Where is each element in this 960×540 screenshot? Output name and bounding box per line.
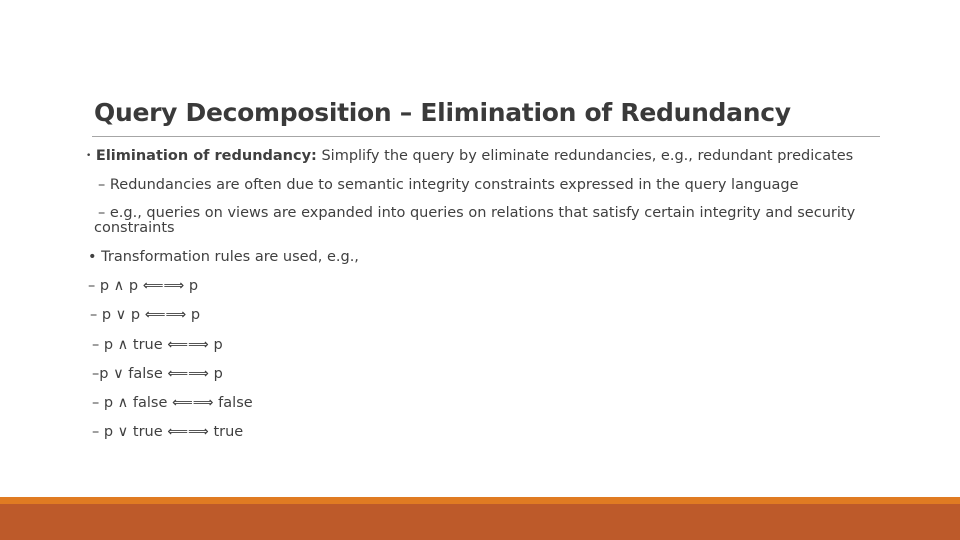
rule-and-true: – p ∧ true ⟸⟹ p: [92, 337, 223, 353]
title-divider: [92, 136, 880, 137]
footer-accent-line: [0, 497, 960, 504]
rule-or-idempotent: – p ∨ p ⟸⟹ p: [90, 307, 201, 323]
rule-and-false: – p ∧ false ⟸⟹ false: [92, 395, 253, 411]
bullet-elimination: [86, 148, 853, 164]
sub-bullet-views: – e.g., queries on views are expanded into queries on relations that satisfy certain integrity and security constraints: [94, 205, 856, 236]
slide-title: Query Decomposition – Elimination of Redundancy: [94, 98, 791, 127]
rule-and-idempotent: – p ∧ p ⟸⟹ p: [88, 278, 199, 294]
rule-or-true: – p ∨ true ⟸⟹ true: [92, 424, 244, 440]
bullet-text: Simplify the query by eliminate redundancies, e.g., redundant predicates: [316, 148, 854, 164]
rule-or-false: –p ∨ false ⟸⟹ p: [92, 366, 223, 382]
bullet-marker: •: [86, 151, 92, 161]
sub-bullet-semantic: – Redundancies are often due to semantic integrity constraints expressed in the query language: [98, 177, 799, 193]
bullet-transformation: • Transformation rules are used, e.g.,: [88, 249, 359, 265]
bullet-term: Elimination of redundancy:: [95, 148, 317, 164]
footer-band: [0, 504, 960, 540]
